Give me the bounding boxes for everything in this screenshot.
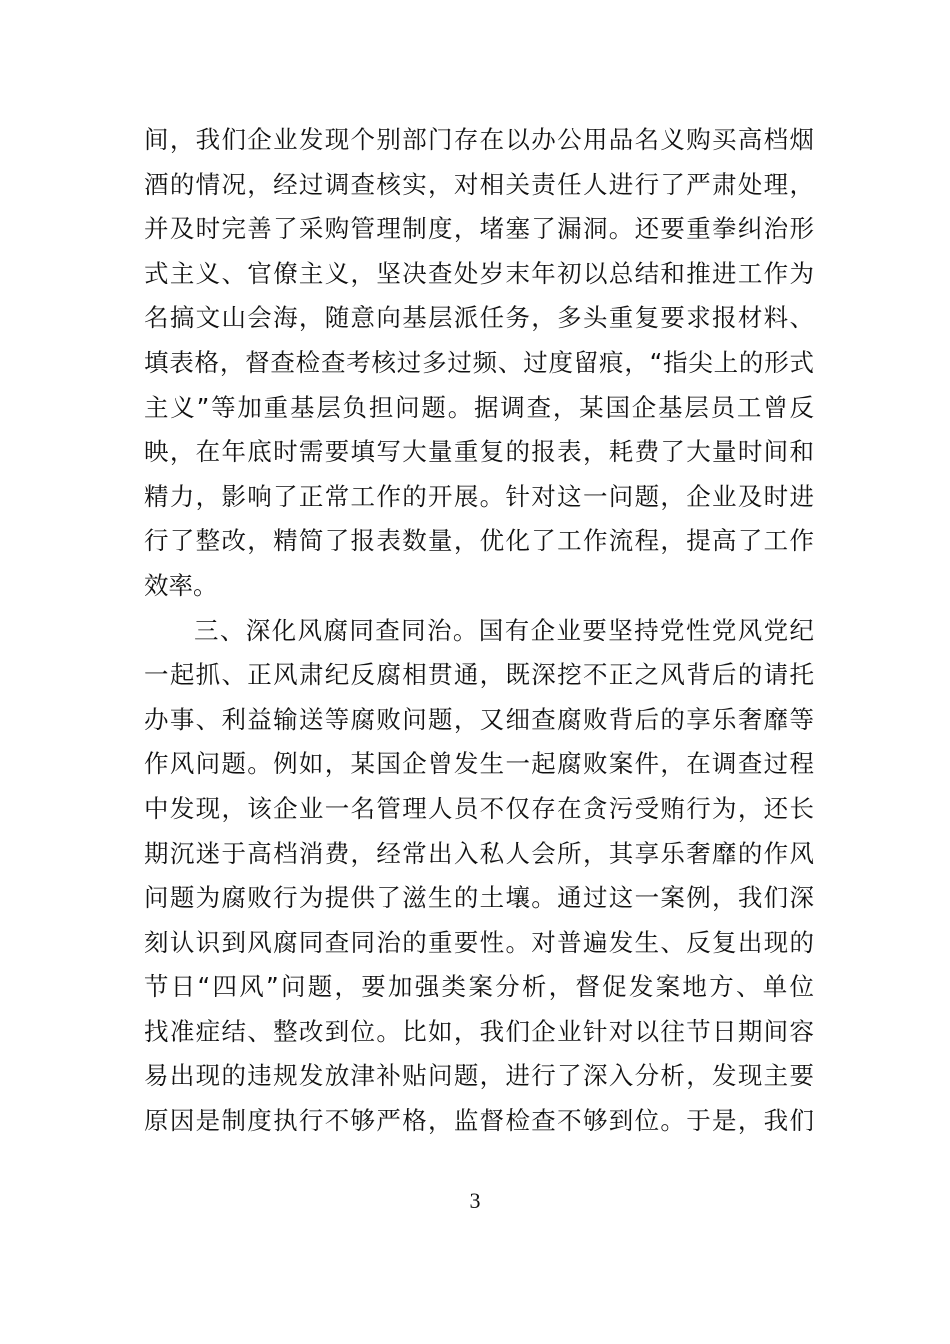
text-line-3: 并及时完善了采购管理制度，堵塞了漏洞。还要重拳纠治形 [144,214,814,244]
text-line-21: 找准症结、整改到位。比如，我们企业针对以往节日期间容 [144,1016,814,1046]
text-line-5: 名搞文山会海，随意向基层派任务，多头重复要求报材料、 [144,303,814,333]
section-heading-line: 三、深化风腐同查同治。国有企业要坚持党性党风党纪 [194,615,814,645]
text-line-17: 期沉迷于高档消费，经常出入私人会所，其享乐奢靡的作风 [144,838,814,868]
text-line-16: 中发现，该企业一名管理人员不仅存在贪污受贿行为，还长 [144,793,814,823]
text-line-4: 式主义、官僚主义，坚决查处岁末年初以总结和推进工作为 [144,258,814,288]
text-line-8: 映，在年底时需要填写大量重复的报表，耗费了大量时间和 [144,437,814,467]
page-number: 3 [469,1188,481,1213]
text-line-9: 精力，影响了正常工作的开展。针对这一问题，企业及时进 [144,481,814,511]
text-line-14: 办事、利益输送等腐败问题，又细查腐败背后的享乐奢靡等 [144,704,814,734]
text-line-2: 酒的情况，经过调查核实，对相关责任人进行了严肃处理， [144,169,814,199]
body-text [144,118,814,1144]
text-line-20: 节日“四风”问题，要加强类案分析，督促发案地方、单位 [144,972,814,1002]
text-line-23: 原因是制度执行不够严格，监督检查不够到位。于是，我们 [144,1106,814,1136]
text-line-18: 问题为腐败行为提供了滋生的土壤。通过这一案例，我们深 [144,883,814,913]
text-line-6: 填表格，督查检查考核过多过频、过度留痕，“指尖上的形式 [144,347,814,377]
text-line-22: 易出现的违规发放津补贴问题，进行了深入分析，发现主要 [144,1061,814,1091]
text-line-10: 行了整改，精简了报表数量，优化了工作流程，提高了工作 [144,526,814,556]
text-line-19: 刻认识到风腐同查同治的重要性。对普遍发生、反复出现的 [144,927,814,957]
text-line-1: 间，我们企业发现个别部门存在以办公用品名义购买高档烟 [144,125,814,154]
text-line-11: 效率。 [144,570,218,600]
text-line-15: 作风问题。例如，某国企曾发生一起腐败案件，在调查过程 [144,749,814,779]
text-line-7: 主义”等加重基层负担问题。据调查，某国企基层员工曾反 [144,392,814,422]
text-line-13: 一起抓、正风肃纪反腐相贯通，既深挖不正之风背后的请托 [144,660,814,690]
